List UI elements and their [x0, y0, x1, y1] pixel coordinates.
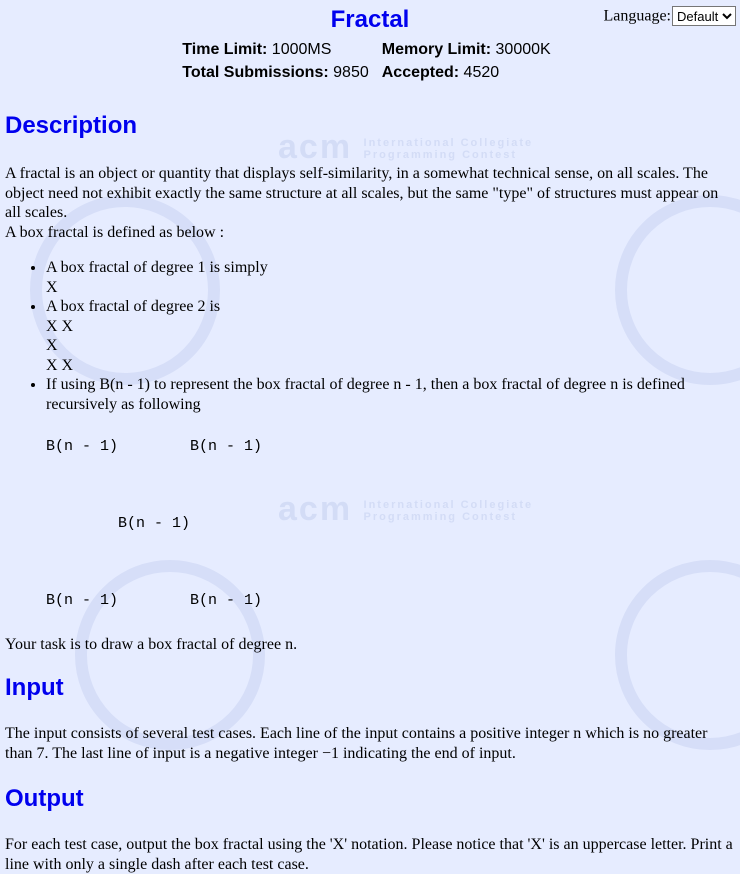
description-heading: Description [5, 112, 138, 139]
accepted-value: 4520 [463, 64, 500, 81]
list-item: • If using B(n - 1) to represent the box fractal of degree n - 1, then a box fractal of degree n is defined recursively as following [46, 375, 740, 414]
acm-logo-watermark: acm International Collegiate Programming Contest [278, 490, 534, 528]
limits-table [179, 38, 560, 84]
language-label: Language: [603, 7, 671, 25]
accepted-label: Accepted: [381, 64, 460, 81]
input-text: The input consists of several test cases. Each line of the input contains a positive integer n which is no greater than 7. The last line of input is a negative integer −1 indicating the end of input. [5, 725, 708, 762]
fractal-line: X [46, 337, 58, 354]
memory-limit-value: 30000K [495, 41, 551, 58]
fractal-line: X [46, 278, 58, 296]
output-text: For each test case, output the box fractal using the 'X' notation. Please notice that 'X' is an uppercase letter. Print a line with only a single dash after each test case. [5, 836, 733, 873]
acm-logo-watermark: acm International Collegiate Programming Contest [278, 128, 534, 166]
fractal-line: X X [46, 356, 74, 374]
list-item: • A box fractal of degree 2 is X X X X X [46, 297, 740, 375]
time-limit [179, 38, 378, 61]
total-submissions-value: 9850 [333, 64, 369, 81]
memory-limit-label: Memory Limit: [381, 41, 492, 58]
language-select[interactable] [672, 6, 736, 26]
fractal-line: X X [46, 317, 74, 335]
language-selector [603, 6, 736, 26]
problem-title: Fractal [330, 6, 410, 33]
time-limit-value: 1000MS [271, 41, 332, 58]
list-item: • A box fractal of degree 1 is simply X [46, 258, 740, 297]
input-heading: Input [5, 674, 64, 701]
definition-list [0, 258, 740, 414]
memory-limit [379, 38, 561, 61]
task-text: Your task is to draw a box fractal of degree n. [5, 635, 298, 653]
recursion-block: B(n - 1) B(n - 1) B(n - 1) B(n - 1) B(n - 1) [46, 438, 263, 609]
output-heading: Output [5, 785, 84, 812]
description-text: A fractal is an object or quantity that displays self-similarity, in a somewhat technical sense, on all scales. The object need not exhibit exactly the same structure at all scales, but the same "type" of structures must appear on all scales. [5, 165, 719, 221]
time-limit-label: Time Limit: [182, 41, 268, 58]
accepted [379, 61, 561, 84]
total-submissions-label: Total Submissions: [182, 64, 329, 81]
description-definition: A box fractal is defined as below : [5, 223, 225, 241]
total-submissions [179, 61, 378, 84]
